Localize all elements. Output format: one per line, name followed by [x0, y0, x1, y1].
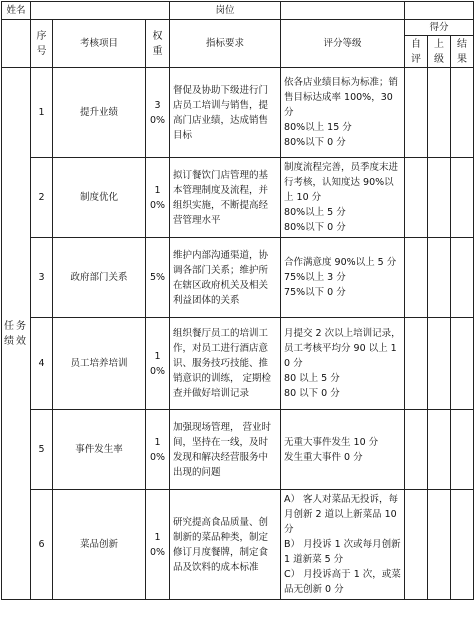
grading-line: 80 以上 5 分 — [284, 373, 340, 384]
position-field[interactable] — [281, 2, 405, 20]
grading-line: 80%以下 0 分 — [284, 137, 346, 148]
position-label: 岗位 — [170, 2, 281, 20]
self-score-cell[interactable] — [405, 68, 428, 158]
result-score-cell[interactable] — [451, 410, 474, 490]
superior-score-header: 上级 — [428, 36, 451, 68]
grading-line: 依各店业绩目标为标准；销售目标达成率 100%，30 分 — [284, 77, 399, 118]
row-weight: 10% — [146, 158, 170, 238]
result-score-cell[interactable] — [451, 238, 474, 318]
item-header: 考核项目 — [53, 20, 146, 68]
row-grading — [281, 68, 405, 158]
row-item: 政府部门关系 — [53, 238, 146, 318]
row-grading — [281, 490, 405, 600]
row-item: 制度优化 — [53, 158, 146, 238]
row-requirement: 拟订餐饮门店管理的基本管理制度及流程，并组织实施，不断提高经营管理水平 — [170, 158, 281, 238]
grading-line: 75%以上 3 分 — [284, 272, 346, 283]
grading-line: 无重大事件发生 10 分 — [284, 436, 379, 448]
score-header: 得分 — [405, 20, 474, 36]
row-item: 员工培养培训 — [53, 318, 146, 410]
superior-score-cell[interactable] — [428, 318, 451, 410]
header-info-row — [2, 2, 474, 20]
self-score-header: 自评 — [405, 36, 428, 68]
self-score-cell[interactable] — [405, 410, 428, 490]
row-weight: 10% — [146, 318, 170, 410]
grading-header: 评分等级 — [281, 20, 405, 68]
row-seq: 2 — [31, 158, 53, 238]
requirement-header: 指标要求 — [170, 20, 281, 68]
performance-evaluation-table — [1, 1, 474, 600]
row-item: 提升业绩 — [53, 68, 146, 158]
name-field[interactable] — [31, 2, 170, 20]
result-score-header: 结果 — [451, 36, 474, 68]
category-header-cell — [2, 20, 31, 68]
self-score-cell[interactable] — [405, 318, 428, 410]
row-weight: 30% — [146, 68, 170, 158]
category-label: 任务绩效 — [2, 68, 31, 600]
row-requirement: 维护内部沟通渠道，协调各部门关系；维护所在辖区政府机关及相关利益团体的关系 — [170, 238, 281, 318]
superior-score-cell[interactable] — [428, 68, 451, 158]
superior-score-cell[interactable] — [428, 490, 451, 600]
row-weight: 10% — [146, 490, 170, 600]
result-score-cell[interactable] — [451, 490, 474, 600]
grading-line: 月提交 2 次以上培训记录，员工考核平均分 90 以上 10 分 — [284, 328, 401, 369]
grading-line: 发生重大事件 0 分 — [284, 451, 363, 463]
header-blank-cell — [405, 2, 474, 20]
self-score-cell[interactable] — [405, 238, 428, 318]
weight-header: 权重 — [146, 20, 170, 68]
row-item: 事件发生率 — [53, 410, 146, 490]
grading-line: A） 客人对菜品无投诉，每月创新 2 道以上新菜品 10 分 — [284, 494, 399, 535]
result-score-cell[interactable] — [451, 68, 474, 158]
grading-line: 合作满意度 90%以上 5 分 — [284, 257, 397, 268]
self-score-cell[interactable] — [405, 158, 428, 238]
row-grading — [281, 318, 405, 410]
table-row — [2, 318, 474, 410]
superior-score-cell[interactable] — [428, 158, 451, 238]
row-weight: 5% — [146, 238, 170, 318]
row-requirement: 研究提高食品质量、创制新的菜品种类，制定修订月度餐牌，制定食品及饮料的成本标准 — [170, 490, 281, 600]
result-score-cell[interactable] — [451, 318, 474, 410]
column-header-row — [2, 20, 474, 36]
grading-line: 80%以上 15 分 — [284, 122, 352, 133]
grading-line: 80%以下 0 分 — [284, 222, 346, 233]
row-grading — [281, 410, 405, 490]
name-label: 姓名 — [2, 2, 31, 20]
table-row — [2, 158, 474, 238]
row-requirement: 督促及协助下级进行门店员工培训与销售，提高门店业绩，达成销售目标 — [170, 68, 281, 158]
table-row — [2, 238, 474, 318]
grading-line: C） 月投诉高于 1 次，或菜品无创新 0 分 — [284, 569, 401, 595]
grading-line: 80 以下 0 分 — [284, 388, 340, 399]
row-grading — [281, 158, 405, 238]
row-grading — [281, 238, 405, 318]
row-seq: 1 — [31, 68, 53, 158]
grading-line: 80%以上 5 分 — [284, 207, 346, 218]
table-row — [2, 490, 474, 600]
grading-line: 制度流程完善，员季度末进行考核，认知度达 90%以上 10 分 — [284, 162, 399, 203]
grading-line: B） 月投诉 1 次或每月创新 1 道新菜 5 分 — [284, 539, 401, 565]
self-score-cell[interactable] — [405, 490, 428, 600]
row-requirement: 组织餐厅员工的培训工作，对员工进行酒店意识、服务技巧技能、推销意识的训练， 定期检查并做好培训记录 — [170, 318, 281, 410]
result-score-cell[interactable] — [451, 158, 474, 238]
table-row — [2, 410, 474, 490]
seq-header: 序号 — [31, 20, 53, 68]
superior-score-cell[interactable] — [428, 238, 451, 318]
table-row — [2, 68, 474, 158]
grading-line: 75%以下 0 分 — [284, 287, 346, 298]
row-seq: 5 — [31, 410, 53, 490]
row-seq: 4 — [31, 318, 53, 410]
row-seq: 3 — [31, 238, 53, 318]
row-seq: 6 — [31, 490, 53, 600]
row-item: 菜品创新 — [53, 490, 146, 600]
row-requirement: 加强现场管理， 营业时间，坚持在一线，及时发现和解决经营服务中出现的问题 — [170, 410, 281, 490]
row-weight: 10% — [146, 410, 170, 490]
superior-score-cell[interactable] — [428, 410, 451, 490]
